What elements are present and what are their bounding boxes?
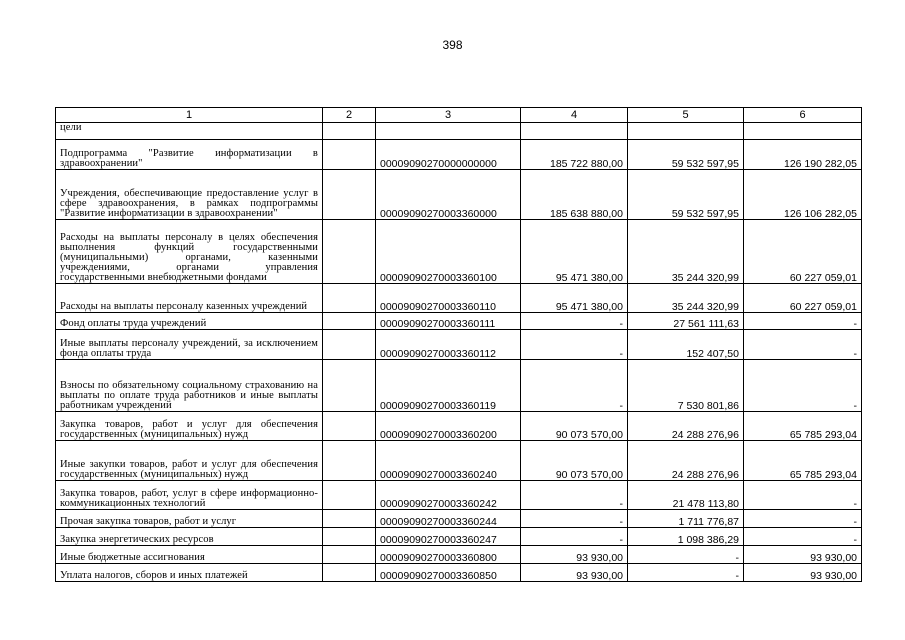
row-value-6: - [744,360,862,412]
row-code: 00009090270003360242 [376,481,521,510]
table-row [56,412,862,441]
row-code: 00009090270003360111 [376,313,521,330]
row-value-5: 59 532 597,95 [628,140,744,170]
row-value-4: 185 638 880,00 [521,170,628,220]
row-value-6: - [744,510,862,528]
table-row [56,510,862,528]
table-row [56,360,862,412]
row-value-6: - [744,481,862,510]
row-name: Закупка энергетических ресурсов [56,528,323,546]
row-value-5: 21 478 113,80 [628,481,744,510]
table-row [56,140,862,170]
table-row [56,170,862,220]
column-header: 2 [323,108,376,123]
row-value-6: 93 930,00 [744,546,862,564]
table-row [56,441,862,481]
row-value-4: 90 073 570,00 [521,412,628,441]
row-value-5: 35 244 320,99 [628,220,744,284]
row-value-6: 60 227 059,01 [744,220,862,284]
row-name: цели [56,123,323,140]
row-value-4: - [521,510,628,528]
row-code: 00009090270003360800 [376,546,521,564]
column-header: 1 [56,108,323,123]
row-value-5: 24 288 276,96 [628,412,744,441]
row-value-6: 60 227 059,01 [744,284,862,313]
row-value-5: - [628,564,744,582]
row-value-5: 24 288 276,96 [628,441,744,481]
row-value-5: 1 098 386,29 [628,528,744,546]
row-value-6: 126 106 282,05 [744,170,862,220]
budget-table [55,107,862,582]
row-value-6: - [744,313,862,330]
row-value-4: 185 722 880,00 [521,140,628,170]
row-name: Расходы на выплаты персоналу казенных учреждений [56,284,323,313]
row-value-4: 95 471 380,00 [521,284,628,313]
table-row [56,220,862,284]
column-header: 3 [376,108,521,123]
row-value-4: - [521,313,628,330]
row-name: Закупка товаров, работ и услуг для обеспечения государственных (муниципальных) нужд [56,412,323,441]
row-value-6: 126 190 282,05 [744,140,862,170]
row-value-4: 90 073 570,00 [521,441,628,481]
table-row [56,284,862,313]
row-name: Взносы по обязательному социальному страхованию на выплаты по оплате труда работников и иные выплаты работникам учреждений [56,360,323,412]
row-code: 00009090270003360244 [376,510,521,528]
row-value-6: - [744,330,862,360]
row-value-5: - [628,546,744,564]
row-name: Учреждения, обеспечивающие предоставление услуг в сфере здравоохранения, в рамках подпрограммы "Развитие информатизации в здравоохранении" [56,170,323,220]
row-code: 00009090270000000000 [376,140,521,170]
row-value-4 [521,123,628,140]
row-name: Расходы на выплаты персоналу в целях обеспечения выполнения функций государственными (муниципальными) органами, казенными учреждениями, органами управления государственными внебюджетными фондами [56,220,323,284]
row-code: 00009090270003360110 [376,284,521,313]
row-value-6 [744,123,862,140]
row-name: Иные бюджетные ассигнования [56,546,323,564]
row-name: Иные выплаты персоналу учреждений, за исключением фонда оплаты труда [56,330,323,360]
row-value-4: 93 930,00 [521,564,628,582]
row-code: 00009090270003360000 [376,170,521,220]
row-name: Подпрограмма "Развитие информатизации в здравоохранении" [56,140,323,170]
row-value-5: 7 530 801,86 [628,360,744,412]
column-header: 4 [521,108,628,123]
row-code: 00009090270003360119 [376,360,521,412]
table-row [56,546,862,564]
row-name: Иные закупки товаров, работ и услуг для обеспечения государственных (муниципальных) нужд [56,441,323,481]
row-value-5: 1 711 776,87 [628,510,744,528]
row-value-4: 95 471 380,00 [521,220,628,284]
row-value-5: 152 407,50 [628,330,744,360]
row-name: Уплата налогов, сборов и иных платежей [56,564,323,582]
row-value-6: - [744,528,862,546]
table-row [56,528,862,546]
row-name: Фонд оплаты труда учреждений [56,313,323,330]
row-value-4: 93 930,00 [521,546,628,564]
row-code: 00009090270003360247 [376,528,521,546]
row-code: 00009090270003360240 [376,441,521,481]
row-value-4: - [521,528,628,546]
row-value-4: - [521,481,628,510]
column-header: 6 [744,108,862,123]
row-value-6: 65 785 293,04 [744,441,862,481]
row-value-4: - [521,330,628,360]
row-value-6: 93 930,00 [744,564,862,582]
table-header-row [56,108,862,123]
column-header: 5 [628,108,744,123]
row-value-5: 27 561 111,63 [628,313,744,330]
row-name: Прочая закупка товаров, работ и услуг [56,510,323,528]
row-name: Закупка товаров, работ, услуг в сфере информационно-коммуникационных технологий [56,481,323,510]
page-number: 398 [442,38,463,52]
table-row [56,564,862,582]
table-row [56,313,862,330]
row-code: 00009090270003360850 [376,564,521,582]
table-row [56,481,862,510]
row-value-5 [628,123,744,140]
row-code: 00009090270003360112 [376,330,521,360]
row-code [376,123,521,140]
row-value-5: 59 532 597,95 [628,170,744,220]
table-row [56,123,862,140]
row-value-5: 35 244 320,99 [628,284,744,313]
row-value-6: 65 785 293,04 [744,412,862,441]
row-value-4: - [521,360,628,412]
row-code: 00009090270003360100 [376,220,521,284]
table-row [56,330,862,360]
row-code: 00009090270003360200 [376,412,521,441]
